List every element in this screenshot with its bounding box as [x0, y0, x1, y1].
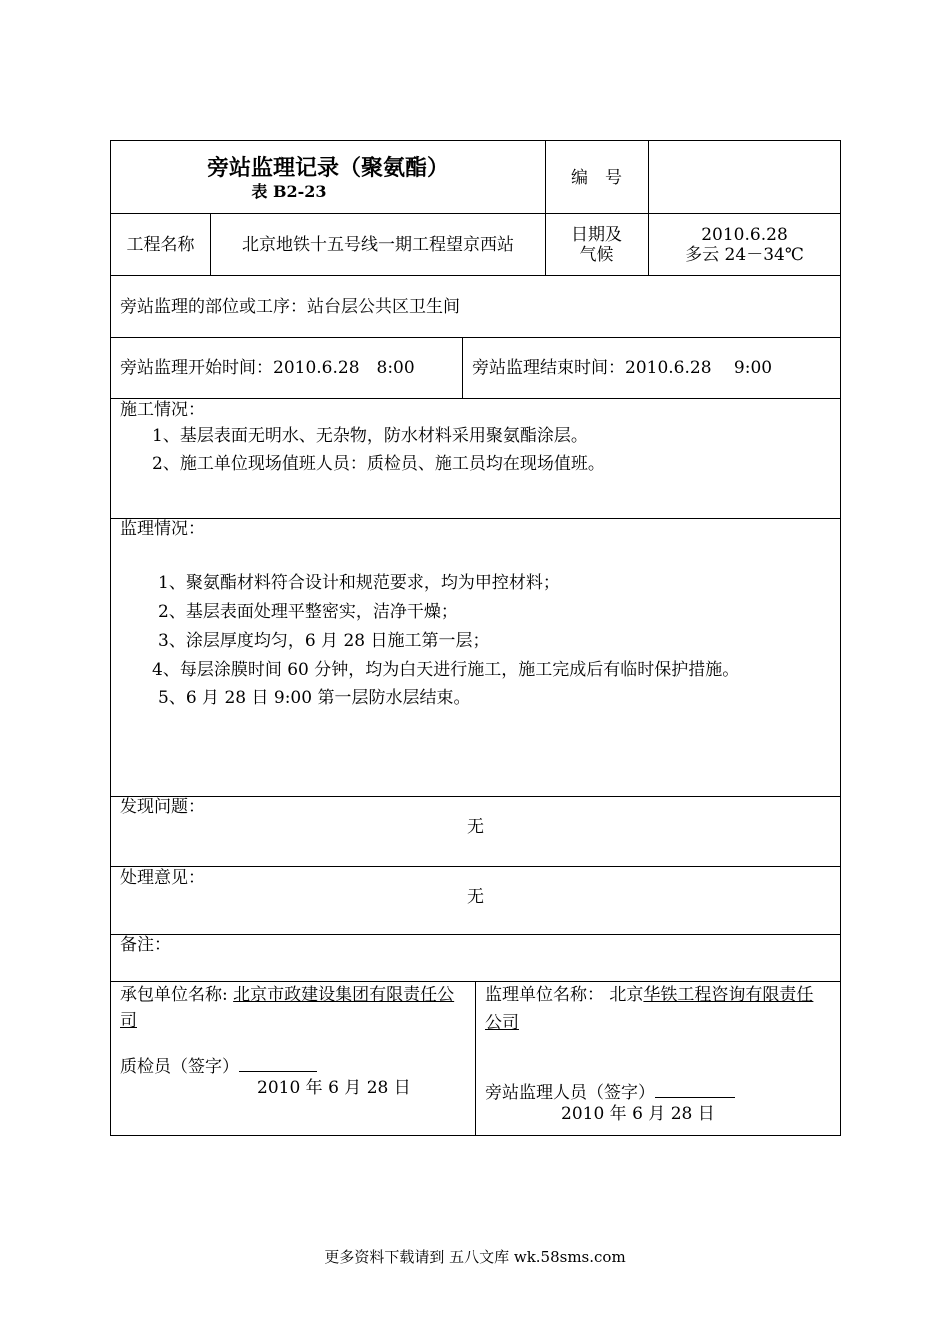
- supervision-item: 5、6 月 28 日 9:00 第一层防水层结束。: [158, 688, 471, 708]
- form-subtitle: 表 B2-23: [251, 182, 327, 201]
- supervision-item: 1、聚氨酯材料符合设计和规范要求，均为甲控材料；: [158, 573, 560, 593]
- supervisor-date: 2010 年 6 月 28 日: [561, 1104, 715, 1124]
- construction-item: 1、基层表面无明水、无杂物，防水材料采用聚氨酯涂层。: [152, 426, 588, 446]
- end-time: 旁站监理结束时间：2010.6.28 9:00: [472, 358, 773, 378]
- row-divider: [111, 337, 840, 338]
- supervisor-company-cont: 公司: [485, 1013, 519, 1033]
- project-name-label: 工程名称: [126, 235, 195, 255]
- project-name-value: 北京地铁十五号线一期工程望京西站: [242, 235, 514, 255]
- form-title: 旁站监理记录（聚氨酯）: [206, 155, 449, 181]
- row-divider: [111, 213, 840, 214]
- handling-value: 无: [467, 887, 484, 907]
- footer-link-text: 更多资料下载请到 五八文库 wk.58sms.com: [324, 1248, 626, 1266]
- contractor-company: 北京市政建设集团有限责任公: [233, 985, 455, 1005]
- supervisor-name: [485, 985, 813, 1005]
- construction-label: 施工情况：: [120, 400, 205, 420]
- contractor-label: 承包单位名称:: [120, 985, 234, 1005]
- supervisor-company: 华铁工程咨询有限责任: [643, 985, 814, 1005]
- problems-label: 发现问题：: [120, 797, 205, 817]
- date-weather-label: 气候: [579, 245, 614, 265]
- contractor-name: [120, 985, 454, 1005]
- signature-line: [239, 1057, 317, 1072]
- supervision-item: 4、每层涂膜时间 60 分钟，均为白天进行施工，施工完成后有临时保护措施。: [152, 660, 740, 680]
- handling-label: 处理意见：: [120, 868, 205, 888]
- row-divider: [111, 934, 840, 935]
- construction-item: 2、施工单位现场值班人员：质检员、施工员均在现场值班。: [152, 454, 605, 474]
- row-divider: [111, 796, 840, 797]
- date-value: 2010.6.28: [701, 225, 788, 245]
- supervision-label: 监理情况：: [120, 519, 205, 539]
- contractor-company-cont: 司: [120, 1011, 137, 1031]
- row-divider: [111, 275, 840, 276]
- column-divider: [475, 981, 476, 1135]
- supervisor-signature: [485, 1083, 735, 1103]
- signature-line: [655, 1083, 735, 1098]
- supervisor-label: 监理单位名称： 北京: [485, 985, 644, 1005]
- supervisor-person-label: 旁站监理人员（签字）: [485, 1083, 655, 1103]
- remarks-label: 备注：: [120, 935, 171, 955]
- column-divider: [462, 337, 463, 398]
- supervision-part: 旁站监理的部位或工序：站台层公共区卫生间: [120, 297, 460, 317]
- row-divider: [111, 398, 840, 399]
- row-divider: [111, 518, 840, 519]
- row-divider: [111, 866, 840, 867]
- weather-value: 多云 24－34℃: [685, 245, 804, 265]
- supervision-item: 3、涂层厚度均匀，6 月 28 日施工第一层；: [158, 631, 490, 651]
- contractor-date: 2010 年 6 月 28 日: [257, 1078, 411, 1098]
- number-label: 编 号: [571, 168, 622, 188]
- supervision-record-form: [110, 140, 841, 1136]
- inspector-signature: [120, 1057, 317, 1077]
- inspector-label: 质检员（签字）: [120, 1057, 239, 1077]
- supervision-item: 2、基层表面处理平整密实，洁净干燥；: [158, 602, 458, 622]
- date-weather-label: 日期及: [571, 225, 622, 245]
- start-time: 旁站监理开始时间：2010.6.28 8:00: [120, 358, 415, 378]
- problems-value: 无: [467, 817, 484, 837]
